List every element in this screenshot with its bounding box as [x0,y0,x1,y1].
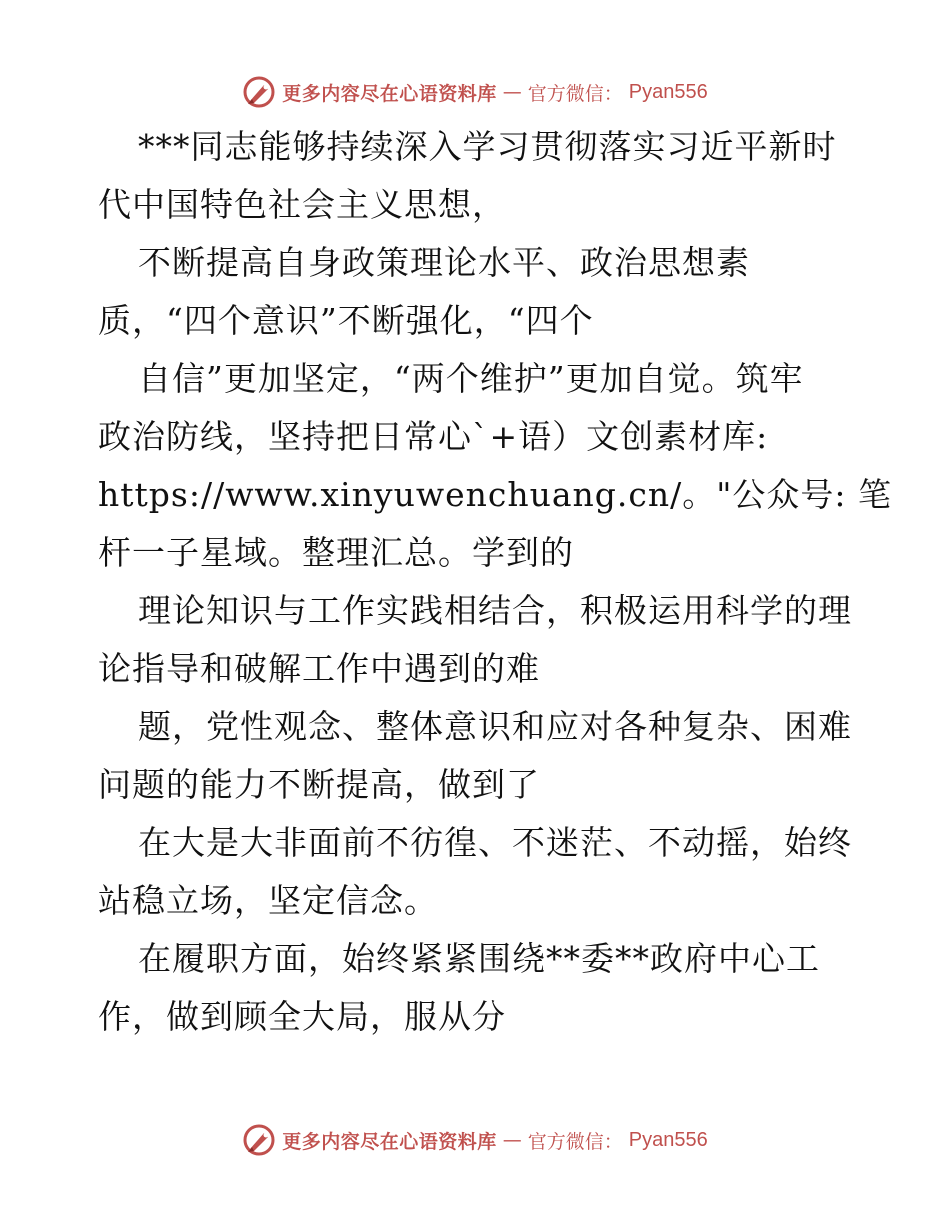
text-line: 自信”更加坚定，“两个维护”更加自觉。筑牢 [138,359,804,398]
header-watermark [0,72,950,112]
watermark-label: 官方微信： [527,82,623,105]
pen-logo-icon [242,75,276,109]
text-line: 站稳立场，坚定信念。 [98,881,438,920]
watermark-label: 官方微信： [527,1130,623,1153]
watermark-wechat-id: Pyan556 [628,80,708,103]
watermark-wechat-id: Pyan556 [628,1128,708,1151]
watermark-separator: — [502,81,522,103]
watermark-separator: — [502,1129,522,1151]
footer-watermark [0,1120,950,1160]
text-line: 题，党性观念、整体意识和应对各种复杂、困难 [138,707,852,746]
text-line: 理论知识与工作实践相结合，积极运用科学的理 [138,591,852,630]
text-line: 作，做到顾全大局，服从分 [98,997,506,1036]
text-line: 代中国特色社会主义思想， [98,185,506,224]
text-line: 政治防线，坚持把日常心`+语）文创素材库: [98,417,769,456]
document-body [98,118,893,1046]
text-line: 不断提高自身政策理论水平、政治思想素 [138,243,750,282]
text-line: 杆一子星域。整理汇总。学到的 [98,533,574,572]
pen-logo-icon [242,1123,276,1157]
text-line: ***同志能够持续深入学习贯彻落实习近平新时 [138,127,837,166]
watermark-brand: 更多内容尽在心语资料库 [282,1130,497,1153]
watermark-brand: 更多内容尽在心语资料库 [282,82,497,105]
text-line: 在履职方面，始终紧紧围绕**委**政府中心工 [138,939,820,978]
text-line: 质，“四个意识”不断强化，“四个 [98,301,594,340]
text-line: 在大是大非面前不彷徨、不迷茫、不动摇，始终 [138,823,852,862]
text-line: 论指导和破解工作中遇到的难 [98,649,540,688]
text-line: 问题的能力不断提高，做到了 [98,765,540,804]
text-line: https://www.xinyuwenchuang.cn/。"公众号: 笔 [98,475,893,514]
